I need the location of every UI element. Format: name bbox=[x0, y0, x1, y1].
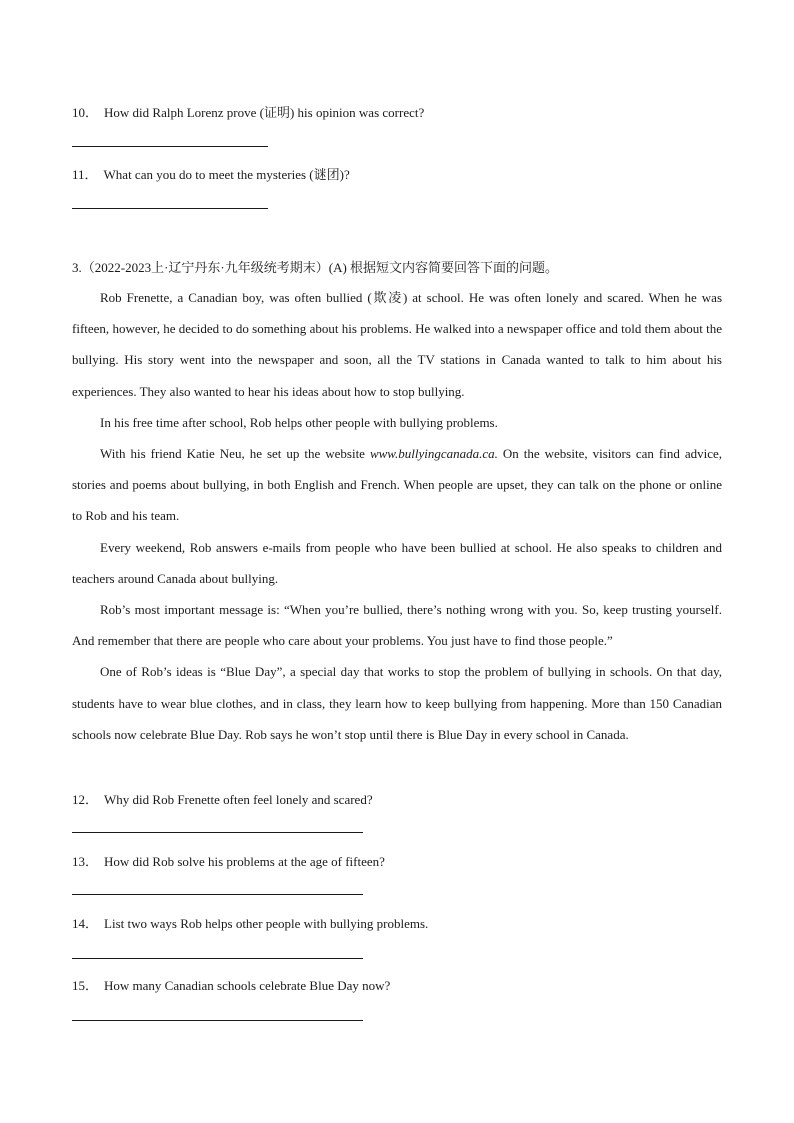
question-number: 11． bbox=[72, 167, 98, 182]
question-number: 15． bbox=[72, 978, 99, 993]
website-intro: With his friend Katie Neu, he set up the website bbox=[100, 446, 370, 461]
question-12 bbox=[72, 789, 373, 808]
question-10 bbox=[72, 102, 424, 121]
question-number: 12． bbox=[72, 792, 99, 807]
question-text: How many Canadian schools celebrate Blue Day now? bbox=[104, 978, 391, 993]
passage-paragraph-4: Every weekend, Rob answers e-mails from people who have been bullied at school. He also speaks to children and teachers around Canada about bullying. bbox=[72, 539, 722, 586]
answer-line-15[interactable] bbox=[72, 1020, 363, 1021]
question-14 bbox=[72, 913, 428, 932]
question-text: How did Ralph Lorenz prove (证明) his opinion was correct? bbox=[104, 105, 425, 120]
answer-line-10[interactable] bbox=[72, 146, 268, 147]
passage-paragraph-2: In his free time after school, Rob helps other people with bullying problems. bbox=[100, 414, 498, 430]
question-number: 14． bbox=[72, 916, 99, 931]
question-text: Why did Rob Frenette often feel lonely and scared? bbox=[104, 792, 373, 807]
website-url[interactable]: www.bullyingcanada.ca. bbox=[369, 446, 498, 461]
question-13 bbox=[72, 851, 385, 870]
answer-line-14[interactable] bbox=[72, 958, 363, 959]
answer-line-13[interactable] bbox=[72, 894, 363, 895]
passage-paragraph-website bbox=[72, 438, 722, 532]
question-number: 10． bbox=[72, 105, 99, 120]
website-description: On the website, visitors can find advice, stories and poems about bullying, in both English and French. When people are upset, they can talk on the phone or online to Rob and his team. bbox=[72, 446, 722, 524]
section-heading: 3.（2022-2023上·辽宁丹东·九年级统考期末）(A) 根据短文内容简要回答下面的问题。 bbox=[72, 260, 559, 275]
question-text: How did Rob solve his problems at the age of fifteen? bbox=[104, 854, 385, 869]
question-15 bbox=[72, 975, 390, 994]
question-number: 13． bbox=[72, 854, 99, 869]
answer-line-11[interactable] bbox=[72, 208, 268, 209]
passage-paragraph-1: Rob Frenette, a Canadian boy, was often bullied (欺凌) at school. He was often lonely and scared. When he was fifteen, however, he decided to do something about his problems. He walked into a newspaper office and told them about the bullying. His story went into the newspaper and soon, all the TV stations in Canada wanted to talk to him about his experiences. They also wanted to hear his ideas about how to stop bullying. bbox=[72, 290, 722, 399]
answer-line-12[interactable] bbox=[72, 832, 363, 833]
question-text: What can you do to meet the mysteries (谜团)? bbox=[103, 167, 350, 182]
question-text: List two ways Rob helps other people with bullying problems. bbox=[104, 916, 429, 931]
passage-paragraph-6: One of Rob’s ideas is “Blue Day”, a special day that works to stop the problem of bullying in schools. On that day, students have to wear blue clothes, and in class, they learn how to keep bullying from happening. More than 150 Canadian schools now celebrate Blue Day. Rob says he won’t stop until there is Blue Day in every school in Canada. bbox=[72, 664, 722, 742]
question-11 bbox=[72, 164, 350, 183]
passage-paragraph-5: Rob’s most important message is: “When you’re bullied, there’s nothing wrong with you. So, keep trusting yourself. And remember that there are people who care about your problems. You just have to find those people.” bbox=[72, 602, 722, 649]
